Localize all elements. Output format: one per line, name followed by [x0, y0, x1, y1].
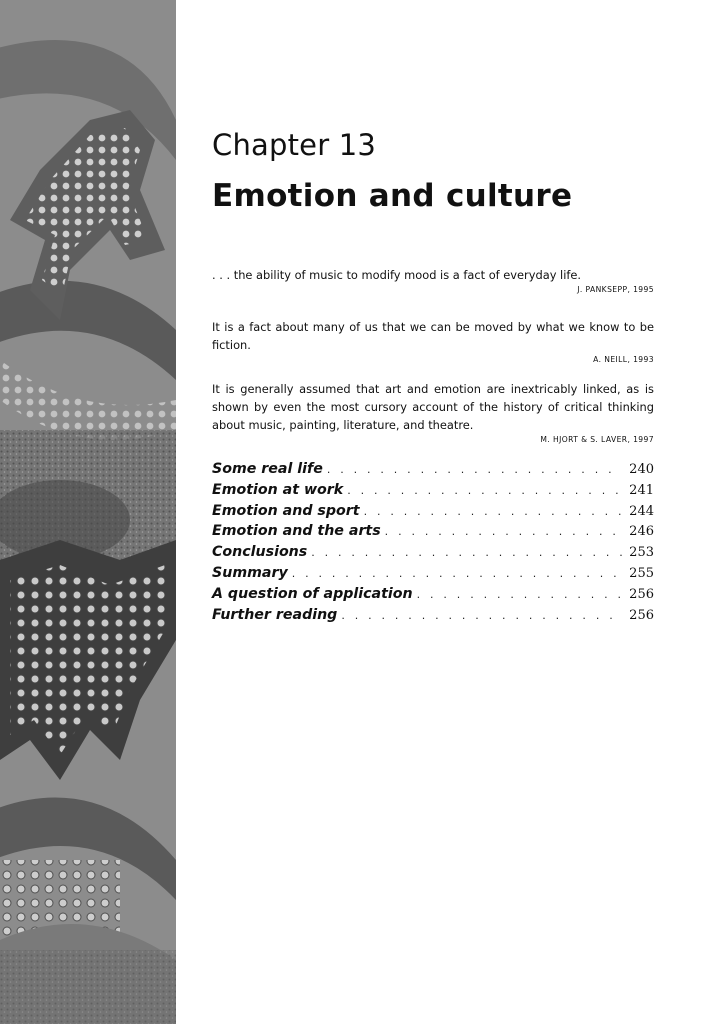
toc-entry[interactable]	[212, 544, 654, 565]
toc-leader-dots	[417, 588, 622, 601]
toc-entry-page: 255	[629, 565, 654, 581]
toc-entry[interactable]	[212, 482, 654, 503]
toc-leader-dots	[341, 609, 622, 622]
toc-entry-label: Some real life	[212, 461, 323, 477]
toc-entry-page: 256	[629, 586, 654, 602]
toc-leader-dots	[347, 484, 622, 497]
toc-entry-page: 241	[629, 482, 654, 498]
toc-leader-dots	[327, 463, 622, 476]
epigraph-3	[212, 380, 654, 446]
toc-entry-page: 256	[629, 607, 654, 623]
toc-leader-dots	[311, 546, 622, 559]
toc-entry[interactable]	[212, 523, 654, 544]
chapter-number: Chapter 13	[212, 128, 377, 162]
epigraph-text: It is a fact about many of us that we can be moved by what we know to be fiction.	[212, 320, 654, 352]
toc-leader-dots	[292, 567, 622, 580]
toc-leader-dots	[385, 525, 622, 538]
toc-entry-label: Summary	[212, 564, 288, 581]
toc-entry[interactable]	[212, 461, 654, 482]
epigraph-text: . . . the ability of music to modify mood is a fact of everyday life.	[212, 268, 582, 282]
toc-entry-page: 240	[629, 462, 654, 477]
chapter-title: Emotion and culture	[212, 178, 573, 214]
toc-entry-page: 246	[629, 524, 654, 540]
toc-entry-label: Emotion at work	[212, 481, 344, 498]
toc-entry[interactable]	[212, 586, 654, 607]
chapter-contents-list	[212, 461, 654, 627]
toc-entry-page: 244	[629, 503, 654, 519]
toc-entry[interactable]	[212, 503, 654, 524]
epigraph-source: M. HJORT & S. LAVER, 1997	[540, 435, 654, 444]
toc-leader-dots	[364, 505, 622, 518]
toc-entry-page: 253	[629, 545, 654, 561]
epigraph-1	[212, 266, 654, 296]
toc-entry[interactable]	[212, 565, 654, 586]
decorative-side-artwork	[0, 0, 176, 1024]
toc-entry-label: Emotion and the arts	[212, 523, 381, 540]
epigraph-source: A. NEILL, 1993	[593, 355, 654, 364]
toc-entry[interactable]	[212, 607, 654, 628]
epigraph-2	[212, 318, 654, 366]
epigraph-source: J. PANKSEPP, 1995	[577, 285, 654, 294]
toc-entry-label: Further reading	[212, 606, 338, 623]
toc-entry-label: Conclusions	[212, 544, 308, 561]
toc-entry-label: A question of application	[212, 585, 413, 602]
toc-entry-label: Emotion and sport	[212, 502, 360, 519]
epigraph-text: It is generally assumed that art and emotion are inextricably linked, as is shown by even the most cursory account of the history of critical thinking about music, painting, literature, and theatre.	[212, 382, 654, 432]
